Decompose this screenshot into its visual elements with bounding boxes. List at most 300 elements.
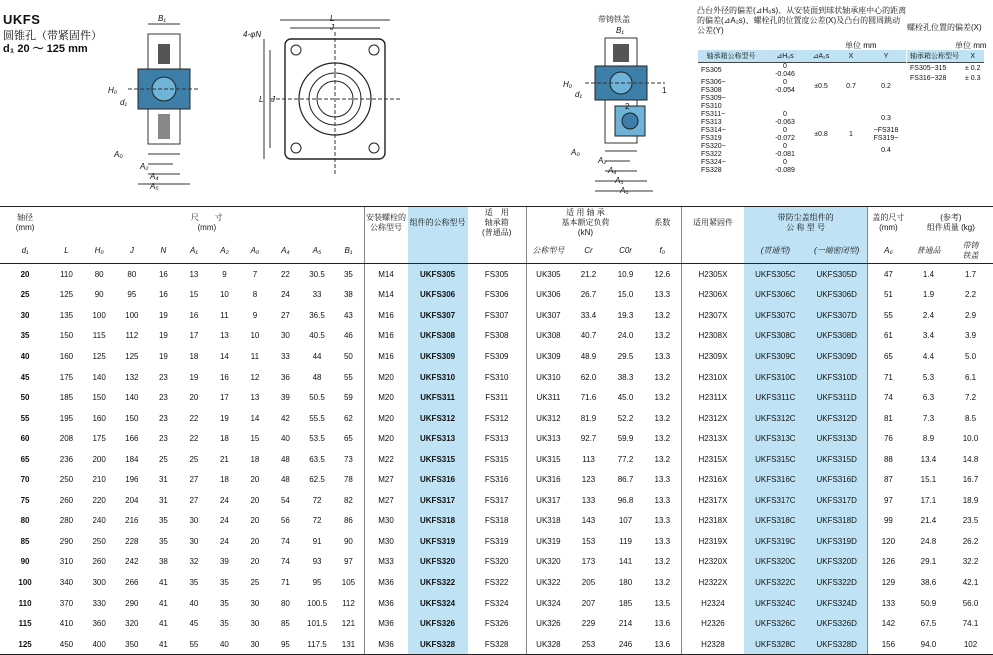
tol-cell: FS311~ FS313: [701, 111, 726, 126]
table-cell: 13: [219, 331, 229, 341]
tol-cell: [806, 143, 836, 159]
table-cell: 10: [250, 331, 260, 341]
sub-header-12: [408, 239, 468, 264]
table-cell: 22: [189, 434, 199, 444]
table-cell: 54: [280, 495, 290, 505]
table-cell: M20: [364, 367, 408, 388]
sub-header-7: A₀: [240, 239, 271, 264]
table-cell: M36: [364, 572, 408, 593]
table-cell: 30: [240, 634, 271, 655]
table-cell: 200: [92, 454, 106, 464]
table-cell: 330: [92, 598, 106, 608]
table-cell: 410: [59, 619, 74, 629]
table-cell: 47: [867, 264, 908, 285]
table-cell: 50: [343, 351, 353, 361]
table-cell: 73: [343, 454, 353, 464]
sub-header-2: H₀: [83, 239, 116, 264]
table-cell: UKFS328D: [806, 634, 867, 655]
bolt-cell: FS305~315: [910, 64, 947, 72]
table-cell: 33.4: [580, 310, 597, 320]
table-cell: 100: [125, 310, 139, 320]
sub-header-19: (贯通型): [744, 239, 806, 264]
table-cell: UK307: [526, 305, 570, 326]
hdr-cover: 带防尘盖组件的 公 称 型 号: [744, 207, 867, 240]
table-cell: UKFS315C: [744, 449, 806, 470]
table-cell: 20: [250, 536, 260, 546]
table-cell: 23.5: [962, 516, 979, 526]
table-cell: UKFS324C: [744, 593, 806, 614]
table-row: [0, 634, 993, 655]
table-cell: 123: [581, 475, 596, 485]
hdr-sleeve: 适用紧固件: [681, 207, 744, 240]
table-cell: H2313X: [681, 428, 744, 449]
table-cell: 27: [280, 310, 290, 320]
tol-cell: FS320~ FS322: [701, 143, 726, 158]
table-cell: 72: [312, 516, 322, 526]
table-cell: 17.1: [920, 495, 937, 505]
table-row: [0, 408, 993, 429]
table-cell: M20: [364, 387, 408, 408]
table-cell: 120: [867, 531, 908, 552]
table-cell: FS320: [484, 557, 509, 567]
table-cell: 81: [867, 408, 908, 429]
table-cell: 18.9: [962, 495, 979, 505]
table-cell: UK312: [526, 408, 570, 429]
table-cell: 100: [92, 310, 106, 320]
bolt-unit: 单位 mm: [955, 41, 987, 50]
table-cell: 2.4: [922, 310, 935, 320]
table-cell: 12: [250, 372, 260, 382]
table-cell: UKFS307D: [806, 305, 867, 326]
table-cell: 30: [20, 310, 30, 320]
tol-cell: [764, 95, 806, 111]
table-cell: 38.6: [920, 577, 937, 587]
table-cell: 45: [20, 372, 30, 382]
tolerance-table: [698, 50, 906, 175]
table-cell: 25: [189, 454, 199, 464]
table-cell: FS309: [484, 351, 509, 361]
tol-cell: ±0.5: [814, 83, 828, 90]
table-cell: 126: [867, 552, 908, 573]
table-cell: FS316: [484, 475, 509, 485]
tolerance-note: 凸台外径的偏差(⊿H₀s)、从安装面到球状轴承座中心的距离的偏差(⊿A₂s)、螺栓孔的位置度公差(X)及凸台的圆周跳动公差(Y): [697, 6, 907, 35]
table-cell: 33: [312, 290, 322, 300]
cover-label-d1: d₁: [575, 90, 582, 99]
table-cell: 40: [280, 434, 290, 444]
table-cell: H2317X: [681, 490, 744, 511]
table-cell: UK311: [526, 387, 570, 408]
table-cell: 46: [343, 331, 353, 341]
table-cell: 32: [189, 557, 199, 567]
table-cell: 121: [341, 619, 356, 629]
table-cell: H2316X: [681, 469, 744, 490]
table-cell: 40.7: [580, 331, 597, 341]
table-cell: 15.1: [920, 475, 937, 485]
table-cell: 40: [20, 351, 30, 361]
table-cell: 75: [20, 495, 30, 505]
table-cell: 41: [158, 577, 168, 587]
sub-header-15: Cr: [570, 239, 607, 264]
tol-cell: FS306~ FS308: [701, 79, 726, 94]
table-cell: 21.2: [580, 269, 597, 279]
table-cell: 48: [312, 372, 322, 382]
table-cell: 15: [250, 434, 260, 444]
table-cell: FS312: [484, 413, 509, 423]
table-cell: UK316: [526, 469, 570, 490]
table-cell: 18: [250, 454, 260, 464]
table-cell: 52.2: [617, 413, 634, 423]
table-cell: 185: [59, 393, 74, 403]
bore-range: d₁ 20 ～ 125 mm: [3, 43, 88, 55]
table-cell: 17: [189, 331, 199, 341]
table-cell: FS308: [484, 331, 509, 341]
table-cell: UK319: [526, 531, 570, 552]
table-cell: 74: [280, 557, 290, 567]
table-cell: 13.2: [654, 577, 671, 587]
sub-header-0: d₁: [0, 239, 50, 264]
table-cell: 97: [867, 490, 908, 511]
table-cell: 13: [250, 393, 260, 403]
table-cell: 10.9: [617, 269, 634, 279]
table-cell: 160: [92, 413, 106, 423]
table-cell: 1.7: [964, 269, 977, 279]
table-cell: 13.3: [654, 290, 671, 300]
table-cell: FS322: [484, 577, 509, 587]
table-cell: 13.4: [920, 454, 937, 464]
table-cell: 220: [92, 495, 106, 505]
table-cell: UKFS305D: [806, 264, 867, 285]
table-cell: 15.0: [617, 290, 634, 300]
table-cell: 166: [125, 434, 139, 444]
cover-label-a0: A₀: [571, 148, 580, 157]
bolt-table: [907, 50, 984, 83]
table-cell: UK318: [526, 511, 570, 532]
table-cell: 40: [209, 634, 240, 655]
sub-header-11: [364, 239, 408, 264]
table-cell: M20: [364, 428, 408, 449]
table-cell: H2305X: [681, 264, 744, 285]
table-cell: UKFS311C: [744, 387, 806, 408]
table-cell: 35: [20, 331, 30, 341]
table-row: [0, 346, 993, 367]
table-cell: M14: [364, 285, 408, 306]
table-cell: 41: [158, 619, 168, 629]
table-cell: 13: [189, 269, 199, 279]
table-cell: M27: [364, 490, 408, 511]
table-cell: 153: [581, 536, 596, 546]
table-cell: 13.3: [654, 495, 671, 505]
table-cell: 125: [59, 290, 74, 300]
tol-cell: FS309~ FS310: [701, 95, 726, 110]
table-cell: 62.0: [580, 372, 597, 382]
table-cell: 96.8: [617, 495, 634, 505]
cover-label-1: 1: [662, 86, 667, 95]
table-cell: 7.2: [964, 393, 977, 403]
table-cell: 11: [250, 351, 260, 361]
table-cell: 44: [312, 351, 322, 361]
side-section-drawing: [118, 14, 208, 194]
bolt-row: [907, 63, 984, 74]
sub-header-16: C0r: [607, 239, 644, 264]
table-cell: 39: [219, 557, 229, 567]
table-row: [0, 428, 993, 449]
table-cell: 13.2: [654, 557, 671, 567]
table-cell: UKFS313D: [806, 428, 867, 449]
table-cell: 184: [125, 454, 139, 464]
hdr-bolt: 安装螺栓的公称型号: [364, 207, 408, 240]
table-cell: 95: [312, 577, 322, 587]
table-cell: 13.3: [654, 351, 671, 361]
table-cell: 23: [158, 434, 168, 444]
label-d1: d₁: [120, 98, 127, 107]
table-cell: 94.0: [909, 634, 948, 655]
table-cell: 10.0: [962, 434, 979, 444]
table-cell: 55.5: [309, 413, 325, 423]
tol-cell: 0.3: [881, 115, 891, 122]
table-cell: 51: [867, 285, 908, 306]
table-cell: 100.5: [307, 598, 328, 608]
table-cell: 3.9: [964, 331, 977, 341]
table-cell: UKFS313: [408, 428, 468, 449]
table-cell: M36: [364, 634, 408, 655]
table-cell: 360: [92, 619, 106, 629]
table-cell: 74: [867, 387, 908, 408]
label-a4: A₄: [150, 172, 159, 181]
table-cell: UK320: [526, 552, 570, 573]
tol-cell: 0.2: [881, 83, 891, 90]
sub-header-3: J: [116, 239, 149, 264]
table-cell: 13.6: [644, 634, 681, 655]
table-cell: 35: [219, 598, 229, 608]
cover-section-drawing: [575, 26, 675, 201]
table-cell: 26.7: [580, 290, 597, 300]
table-cell: 290: [125, 598, 139, 608]
table-cell: 13.2: [654, 393, 671, 403]
table-cell: 280: [59, 516, 74, 526]
table-cell: UKFS312C: [744, 408, 806, 429]
table-cell: UKFS306: [408, 285, 468, 306]
table-cell: 14.8: [962, 454, 979, 464]
table-cell: UK310: [526, 367, 570, 388]
table-cell: UK306: [526, 285, 570, 306]
label-j-top: J: [330, 23, 334, 32]
table-row: [0, 449, 993, 470]
table-cell: 35: [219, 619, 229, 629]
table-cell: 30: [189, 516, 199, 526]
bolt-cell: ± 0.3: [965, 74, 981, 82]
tol-cell: 0 -0.072: [775, 127, 795, 142]
table-cell: UKFS318C: [744, 511, 806, 532]
bolt-row: [907, 73, 984, 83]
table-cell: 13.3: [654, 536, 671, 546]
table-cell: 24: [280, 290, 290, 300]
tol-cell: [806, 159, 836, 175]
table-cell: 8.5: [964, 413, 977, 423]
table-cell: 17: [219, 393, 229, 403]
table-cell: 30: [280, 331, 290, 341]
table-cell: 214: [618, 619, 633, 629]
table-row: [0, 593, 993, 614]
table-cell: 229: [581, 619, 596, 629]
table-cell: FS324: [484, 598, 509, 608]
table-cell: FS313: [484, 434, 509, 444]
table-cell: FS315: [484, 454, 509, 464]
table-cell: UK326: [526, 613, 570, 634]
table-cell: 19: [219, 413, 229, 423]
table-row: [0, 531, 993, 552]
hdr-shaft: 轴径 (mm): [0, 207, 50, 240]
table-cell: 8.9: [922, 434, 935, 444]
table-cell: UKFS317C: [744, 490, 806, 511]
table-cell: 207: [581, 598, 596, 608]
table-cell: 59: [343, 393, 353, 403]
label-j-side: J: [271, 95, 275, 104]
table-cell: 90: [20, 557, 30, 567]
table-cell: 185: [618, 598, 633, 608]
table-cell: 1.9: [922, 290, 935, 300]
table-cell: 13.2: [654, 331, 671, 341]
table-cell: 25: [158, 454, 168, 464]
sub-header-22: 普通品: [909, 239, 948, 264]
table-cell: 113: [582, 454, 595, 464]
table-cell: 156: [867, 634, 908, 655]
table-cell: 253: [570, 634, 607, 655]
tol-cell: 0 -0.046: [775, 63, 795, 78]
table-cell: 35: [189, 577, 199, 587]
table-cell: 72: [312, 495, 322, 505]
table-cell: H2320X: [681, 552, 744, 573]
table-cell: 205: [581, 577, 596, 587]
table-cell: 13.2: [654, 372, 671, 382]
table-cell: UKFS320D: [806, 552, 867, 573]
table-cell: 27: [189, 495, 199, 505]
table-cell: UKFS319D: [806, 531, 867, 552]
table-cell: UKFS307C: [744, 305, 806, 326]
table-cell: 18: [189, 351, 199, 361]
table-cell: 80: [20, 516, 30, 526]
table-cell: 216: [125, 516, 139, 526]
table-cell: UKFS316: [408, 469, 468, 490]
table-cell: 48.9: [580, 351, 597, 361]
table-cell: FS311: [485, 393, 509, 403]
table-cell: M16: [364, 305, 408, 326]
tol-cell: [806, 111, 836, 127]
table-cell: 133: [867, 593, 908, 614]
tol-cell: 0 -0.054: [775, 79, 795, 94]
table-cell: 150: [125, 413, 139, 423]
table-cell: UKFS309D: [806, 346, 867, 367]
table-cell: 160: [59, 351, 74, 361]
table-cell: 38.3: [617, 372, 634, 382]
table-cell: M14: [364, 264, 408, 285]
table-cell: UKFS320: [408, 552, 468, 573]
table-cell: 92.7: [580, 434, 597, 444]
table-cell: 43: [343, 310, 353, 320]
table-cell: 13.2: [654, 310, 671, 320]
table-cell: UKFS306D: [806, 285, 867, 306]
table-cell: 340: [59, 577, 74, 587]
table-cell: 93: [312, 557, 322, 567]
table-cell: UKFS316C: [744, 469, 806, 490]
table-cell: 36: [280, 372, 290, 382]
table-cell: UK324: [526, 593, 570, 614]
table-cell: 19: [158, 331, 168, 341]
table-cell: M20: [364, 408, 408, 429]
table-row: [0, 387, 993, 408]
hdr-bearing: 适 用 轴 承 基本额定负荷 (kN): [526, 207, 644, 240]
hdr-housing: 适 用 轴承箱 (普通品): [468, 207, 527, 240]
table-cell: 31: [158, 475, 168, 485]
table-cell: 20: [250, 557, 260, 567]
tol-header-y: Y: [866, 50, 906, 63]
table-cell: H2308X: [681, 326, 744, 347]
table-cell: 102: [948, 634, 993, 655]
tol-cell: 1: [849, 131, 853, 138]
sub-header-14: 公称型号: [526, 239, 570, 264]
label-b1: B₁: [158, 14, 166, 23]
table-row: [0, 326, 993, 347]
table-cell: UKFS328: [408, 634, 468, 655]
tol-cell: 0.7: [846, 83, 856, 90]
table-cell: 132: [125, 372, 139, 382]
table-cell: H2315X: [681, 449, 744, 470]
table-cell: FS307: [484, 310, 509, 320]
table-cell: UK309: [526, 346, 570, 367]
table-cell: 10: [219, 290, 229, 300]
label-l-top: L: [330, 14, 335, 23]
table-cell: 29.1: [920, 557, 937, 567]
table-cell: UKFS326D: [806, 613, 867, 634]
table-cell: 56.0: [962, 598, 979, 608]
table-cell: UKFS311D: [806, 387, 867, 408]
table-cell: 86.7: [617, 475, 634, 485]
table-cell: 50: [20, 393, 30, 403]
table-cell: UK308: [526, 326, 570, 347]
table-cell: 112: [342, 598, 355, 608]
table-cell: 142: [867, 613, 908, 634]
tol-row: [698, 95, 906, 111]
table-cell: 2.2: [964, 290, 977, 300]
tolerance-unit: 单位 mm: [845, 41, 877, 50]
table-cell: 88: [867, 449, 908, 470]
table-cell: 60: [20, 434, 30, 444]
table-cell: 20: [250, 516, 260, 526]
table-cell: M30: [364, 531, 408, 552]
sub-header-1: L: [50, 239, 83, 264]
table-cell: 82: [343, 495, 353, 505]
tol-cell: [866, 95, 906, 111]
cover-label-2: 2: [625, 102, 630, 111]
table-cell: UKFS319: [408, 531, 468, 552]
table-cell: UKFS309: [408, 346, 468, 367]
table-cell: UKFS312: [408, 408, 468, 429]
table-cell: 143: [581, 516, 596, 526]
tol-cell: [866, 63, 906, 80]
table-cell: 370: [59, 598, 74, 608]
table-cell: 24.8: [920, 536, 937, 546]
table-cell: 65: [343, 434, 353, 444]
table-cell: 86: [343, 516, 353, 526]
table-cell: 55: [179, 634, 210, 655]
table-cell: 91: [312, 536, 322, 546]
table-cell: 45.0: [617, 393, 634, 403]
tol-cell: [836, 63, 866, 80]
table-cell: 95: [127, 290, 137, 300]
tol-cell: FS314~ FS319: [701, 127, 726, 142]
table-cell: FS310: [484, 372, 509, 382]
table-row: [0, 285, 993, 306]
table-cell: 131: [333, 634, 364, 655]
